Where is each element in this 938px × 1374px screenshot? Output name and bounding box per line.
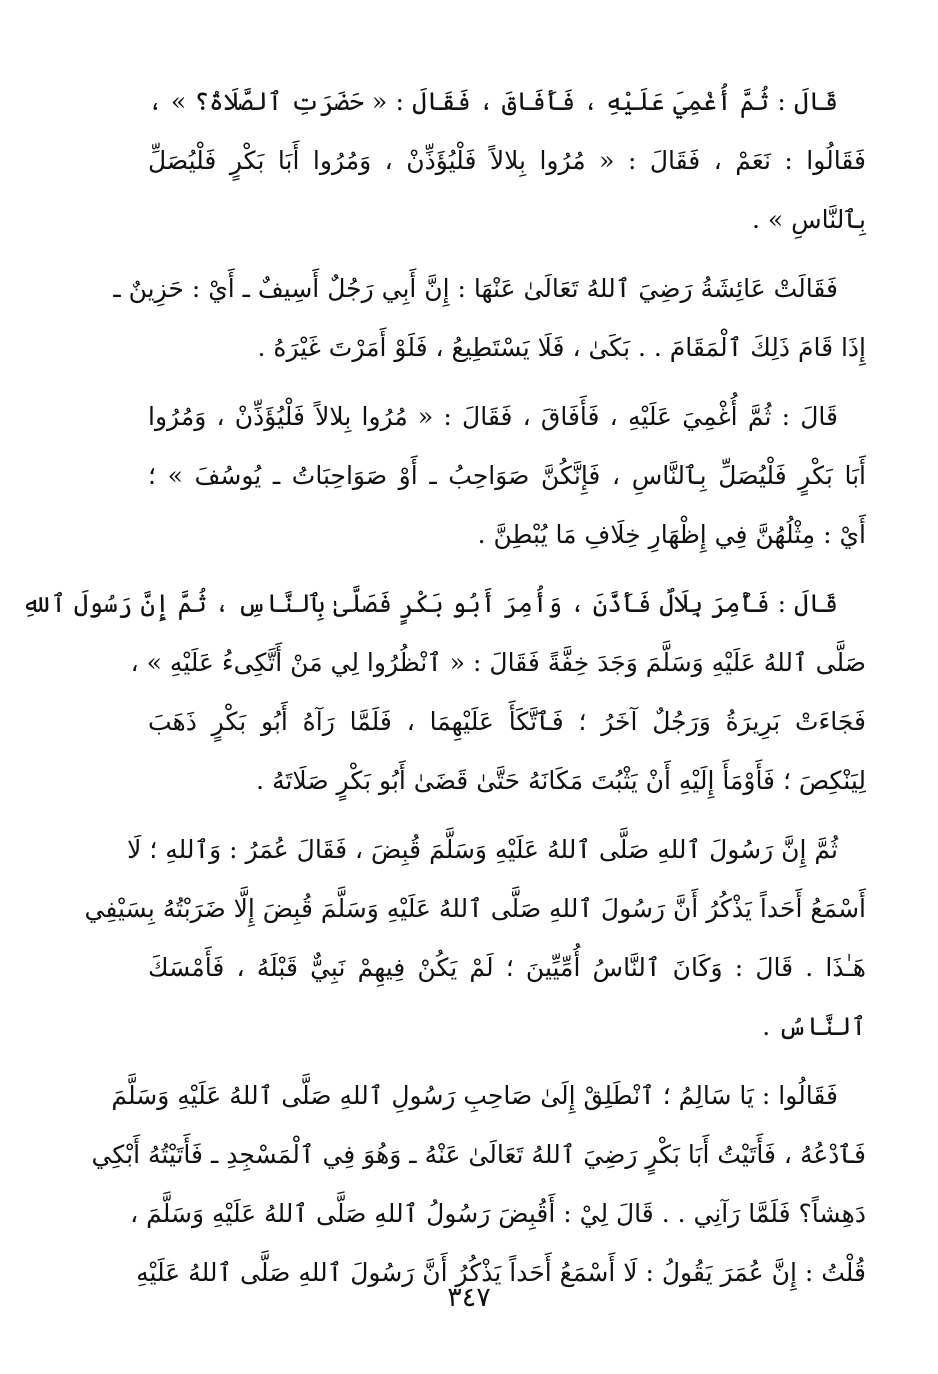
page-number: ٣٤٧ <box>447 1282 491 1313</box>
text-line: ثُمَّ إِنَّ رَسُولَ ٱللهِ صَلَّى ٱللهُ عَلَيْهِ وَسَلَّمَ قُبِضَ ، فَقَالَ عُمَرُ : وَٱللهِ ؛ لَا <box>127 835 838 864</box>
paragraph <box>84 820 866 1056</box>
text-line: قَالَ : ثُمَّ أُغْمِيَ عَلَيْهِ ، فَأَفَاقَ ، فَقَالَ : « حَضَرَتِ ٱلصَّلَاةُ؟ » ، <box>148 87 838 116</box>
page-body <box>21 72 866 1312</box>
text-line: فَقَالَتْ عَائِشَةُ رَضِيَ ٱللهُ تَعَالَىٰ عَنْهَا : إِنَّ أَبِي رَجُلٌ أَسِيفٌ ـ أَيْ : حَزِينٌ ـ <box>113 274 838 303</box>
text-line: أَبَا بَكْرٍ فَلْيُصَلِّ بِٱلنَّاسِ ، فَإِنَّكُنَّ صَوَاحِبُ ـ أَوْ صَوَاحِبَاتُ ـ يُوسُفَ » ؛ <box>148 461 866 490</box>
text-line: ٱلنَّاسُ . <box>762 1012 866 1041</box>
text-line: فَقَالُوا : يَا سَالِمُ ؛ ٱنْطَلِقْ إِلَىٰ صَاحِبِ رَسُولِ ٱللهِ صَلَّى ٱللهُ عَلَيْهِ وَسَلَّمَ <box>111 1081 838 1110</box>
paragraph <box>91 1066 866 1302</box>
text-line: أَسْمَعُ أَحَداً يَذْكُرُ أَنَّ رَسُولَ ٱللهِ صَلَّى ٱللهُ عَلَيْهِ وَسَلَّمَ قُبِضَ إِلَّا ضَرَبْتُهُ بِسَيْفِي <box>84 894 866 923</box>
text-line: فَجَاءَتْ بَرِيرَةُ وَرَجُلٌ آخَرُ ؛ فَٱتَّكَأَ عَلَيْهِمَا ، فَلَمَّا رَآهُ أَبُو بَكْرٍ ذَهَبَ <box>148 707 866 736</box>
text-line: قَالَ : ثُمَّ أُغْمِيَ عَلَيْهِ ، فَأَفَاقَ ، فَقَالَ : « مُرُوا بِلالاً فَلْيُؤَذِّنْ ، وَمُرُوا <box>148 402 838 431</box>
paragraph <box>21 574 866 810</box>
paragraph <box>148 72 866 249</box>
paragraph <box>148 387 866 564</box>
text-line: صَلَّى ٱللهُ عَلَيْهِ وَسَلَّمَ وَجَدَ خِفَّةً فَقَالَ : « ٱنْظُرُوا لِي مَنْ أَتَّكِىءُ عَلَيْهِ » ، <box>130 648 866 677</box>
text-line: فَٱدْعُهُ ، فَأَتَيْتُ أَبَا بَكْرٍ رَضِيَ ٱللهُ تَعَالَىٰ عَنْهُ ـ وَهُوَ فِي ٱلْمَسْجِدِ ـ فَأَتَيْتُهُ أَبْكِي <box>91 1140 866 1169</box>
text-line: قَالَ : فَأُمِرَ بِلَالٌ فَأَذَّنَ ، وَأُمِرَ أَبُو بَكْرٍ فَصَلَّىٰ بِٱلنَّاسِ ، ثُمَّ إِنَّ رَسُولَ ٱللهِ <box>21 589 838 618</box>
text-line: فَقَالُوا : نَعَمْ ، فَقَالَ : « مُرُوا بِلالاً فَلْيُؤَذِّنْ ، وَمُرُوا أَبَا بَكْرٍ فَلْيُصَلِّ <box>148 146 866 175</box>
text-line: إِذَا قَامَ ذَلِكَ ٱلْمَقَامَ . . بَكَىٰ ، فَلَا يَسْتَطِيعُ ، فَلَوْ أَمَرْتَ غَيْرَهُ . <box>257 333 866 362</box>
text-line: لِيَنْكِصَ ؛ فَأَوْمَأَ إِلَيْهِ أَنْ يَثْبُتَ مَكَانَهُ حَتَّىٰ قَضَىٰ أَبُو بَكْرٍ صَلَاتَهُ . <box>256 766 866 795</box>
text-line: قُلْتُ : إِنَّ عُمَرَ يَقُولُ : لَا أَسْمَعُ أَحَداً يَذْكُرُ أَنَّ رَسُولَ ٱللهِ صَلَّى ٱللهُ عَلَيْهِ <box>136 1258 866 1287</box>
text-line: بِٱلنَّاسِ » . <box>751 205 866 234</box>
text-line: دَهِشاً؟ فَلَمَّا رَآنِي . . قَالَ لِيْ : أَقُبِضَ رَسُولُ ٱللهِ صَلَّى ٱللهُ عَلَيْهِ وَسَلَّمَ ، <box>130 1199 866 1228</box>
paragraph <box>113 259 866 377</box>
text-line: هَـٰذَا . قَالَ : وَكَانَ ٱلنَّاسُ أُمِّيِّينَ ؛ لَمْ يَكُنْ فِيهِمْ نَبِيٌّ قَبْلَهُ ، فَأَمْسَكَ <box>148 953 866 982</box>
text-line: أَيْ : مِثْلُهُنَّ فِي إِظْهَارِ خِلَافِ مَا يُبْطِنَّ . <box>477 520 866 549</box>
